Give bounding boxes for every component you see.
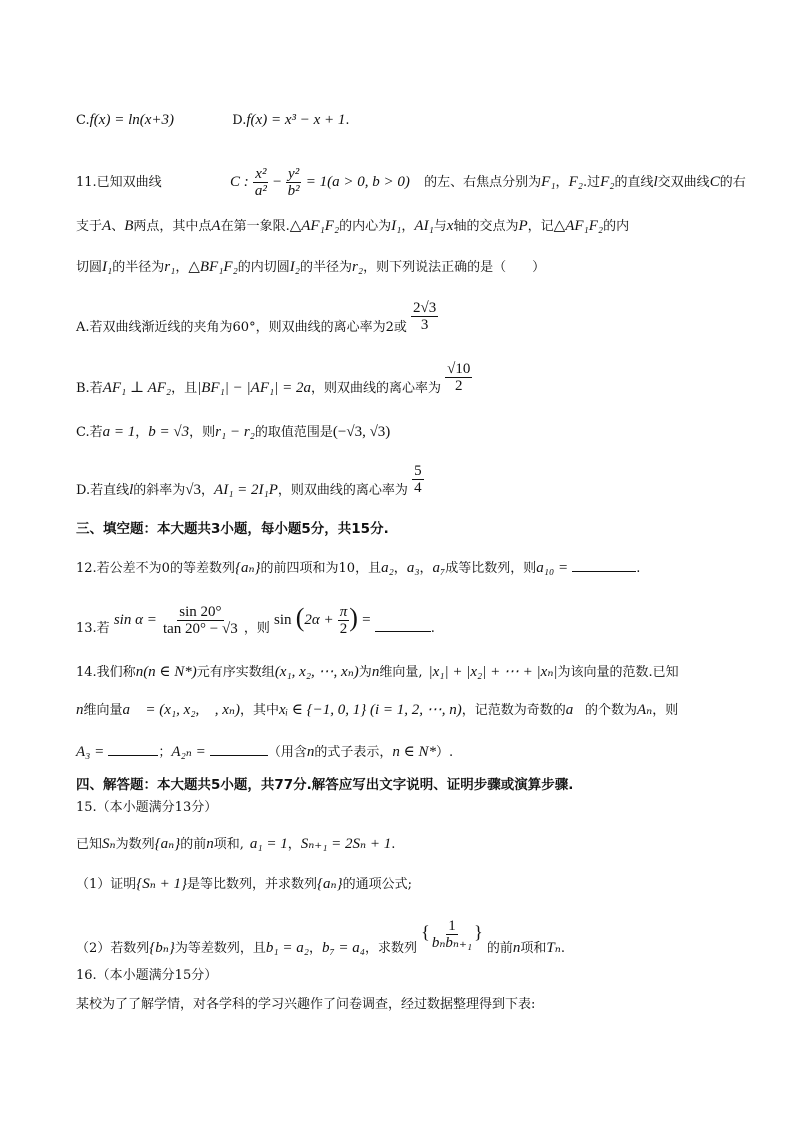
q11-option-a: A.若双曲线渐近线的夹角为60°，则双曲线的离心率为2或 $\frac{2√3}{3}$ xyxy=(76,300,437,335)
q13: 13.若 sin α = $\frac{\sin 20^\circ}{\tan 20^\circ - √3}$ ，则 sin (2α + $\frac{\pi}{2}$ ) = . xyxy=(76,603,435,637)
q10-option-c-formula: f(x) = ln(x+3) xyxy=(89,112,174,128)
eccentricity-fraction-d: $\frac{5}{4}$ xyxy=(414,463,422,496)
q15-series-fraction: $\frac{1}{\text{bₙbₙ₊₁}}$ xyxy=(431,918,473,951)
q10-option-c-label: C. xyxy=(76,113,90,128)
q11-option-b: B.若AF₁ ⊥ AF₂，且|BF₁| − |AF₁| = 2a，则双曲线的离心率为 $\frac{√10}{2}$ xyxy=(76,361,471,396)
q10-option-d-label: D. xyxy=(232,113,247,128)
q15-part2: （2）若数列{bₙ}为等差数列，且b₁ = a₂，b₇ = a₄，求数列 { $\frac{1}{\text{bₙbₙ₊₁}}$ } 的前n项和Tₙ. xyxy=(76,918,565,956)
q12-answer-blank[interactable] xyxy=(572,559,636,572)
q14-line3: A₃ = ；A₂ₙ = （用含n的式子表示，n ∈ N*）. xyxy=(76,744,454,760)
q12: 12.若公差不为0的等差数列{aₙ}的前四项和为10，且a₂，a₃，a₇成等比数列，则a₁₀ = . xyxy=(76,560,641,576)
q11-option-c: C.若a = 1，b = √3，则r₁ − r₂的取值范围是(−√3, √3) xyxy=(76,424,391,440)
q15-part1: （1）证明{Sₙ + 1}是等比数列，并求数列{aₙ}的通项公式; xyxy=(76,876,412,892)
q16-heading: 16.（本小题满分15分） xyxy=(76,968,218,983)
q10-option-d-formula: f(x) = x³ − x + 1 xyxy=(246,112,346,128)
q11-line3: 切圆I₁的半径为r₁，△BF₁F₂的内切圆I₂的半径为r₂，则下列说法正确的是（ ） xyxy=(76,259,546,275)
hyperbola-y-fraction: $\frac{\text{y²}}{\text{b²}}$ xyxy=(287,166,300,199)
q14-answer-blank-2[interactable] xyxy=(210,743,268,756)
q10-options: C.f(x) = ln(x+3) D.f(x) = x³ − x + 1. xyxy=(76,112,350,128)
q14-line2: n维向量a⃗ = (x₁, x₂, ⋯, xₙ)，其中xᵢ ∈ {−1, 0, 1} (i = 1, 2, ⋯, n)，记范数为奇数的a⃗的个数为Aₙ，则 xyxy=(76,702,679,718)
eccentricity-fraction-a: $\frac{2√3}{3}$ xyxy=(412,300,437,333)
q13-answer-blank[interactable] xyxy=(375,619,431,632)
q13-sin-fraction: $\frac{\sin 20^\circ}{\tan 20^\circ - √3}$ xyxy=(162,604,238,637)
q14-line1: 14.我们称n(n ∈ N*)元有序实数组(x₁, x₂, ⋯, xₙ)为n维向量, |x₁| + |x₂| + ⋯ + |xₙ|为该向量的范数.已知 xyxy=(76,664,679,680)
q11-line1: 11.已知双曲线 C : $\frac{\text{x²}}{\text{a²}}$ − $\frac{\text{y²}}{\text{b²}}$ = 1(a > 0, b > 0) 的左、右焦点分别为F₁，F₂.过F₂的直线l交双曲线C的右 xyxy=(76,166,746,199)
eccentricity-fraction-b: $\frac{√10}{2}$ xyxy=(447,361,471,394)
q13-pi-fraction: $\frac{\pi}{2}$ xyxy=(339,604,348,637)
q14-answer-blank-1[interactable] xyxy=(108,743,158,756)
section-fill-in-heading: 三、填空题：本大题共3小题，每小题5分，共15分. xyxy=(76,521,389,537)
section-solution-heading: 四、解答题：本大题共5小题，共77分.解答应写出文字说明、证明步骤或演算步骤. xyxy=(76,777,574,793)
q15-statement: 已知Sₙ为数列{aₙ}的前n项和, a₁ = 1，Sₙ₊₁ = 2Sₙ + 1. xyxy=(76,836,396,852)
q16-statement: 某校为了了解学情，对各学科的学习兴趣作了问卷调查，经过数据整理得到下表: xyxy=(76,997,536,1012)
q11-line2: 支于A、B两点，其中点A在第一象限.△AF₁F₂的内心为I₁，AI₁与x轴的交点为P，记△AF₁F₂的内 xyxy=(76,218,630,234)
q11-option-d: D.若直线l的斜率为√3，AI₁ = 2I₁P，则双曲线的离心率为 $\frac{5}{4}$ xyxy=(76,463,422,498)
q15-heading: 15.（本小题满分13分） xyxy=(76,800,218,815)
hyperbola-x-fraction: $\frac{\text{x²}}{\text{a²}}$ xyxy=(254,166,267,199)
